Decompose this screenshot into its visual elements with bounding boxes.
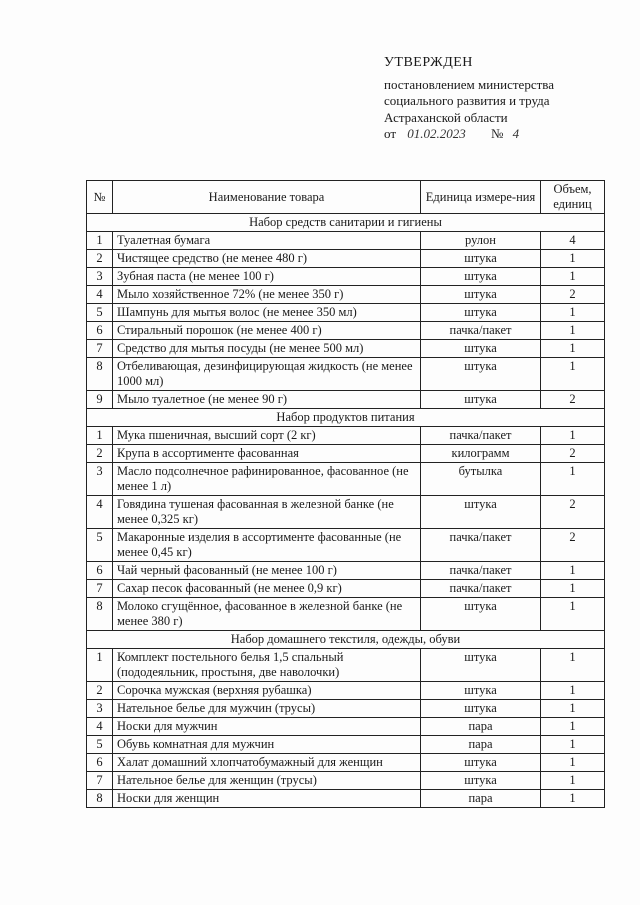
row-qty: 1: [541, 304, 605, 322]
table-row: [87, 445, 605, 463]
table-row: [87, 754, 605, 772]
row-unit: штука: [421, 250, 541, 268]
header-name: Наименование товара: [113, 181, 421, 214]
row-number: 5: [87, 736, 113, 754]
header-qty: Объем, единиц: [541, 181, 605, 214]
row-unit: пара: [421, 736, 541, 754]
row-qty: 2: [541, 445, 605, 463]
table-row: [87, 649, 605, 682]
row-unit: пачка/пакет: [421, 580, 541, 598]
row-unit: пачка/пакет: [421, 427, 541, 445]
row-name: Стиральный порошок (не менее 400 г): [113, 322, 421, 340]
number-prefix: №: [491, 126, 504, 141]
table-row: [87, 250, 605, 268]
row-number: 9: [87, 391, 113, 409]
row-qty: 1: [541, 700, 605, 718]
goods-table: [86, 180, 605, 808]
table-row: [87, 700, 605, 718]
table-row: [87, 391, 605, 409]
row-qty: 1: [541, 322, 605, 340]
table-body: [87, 214, 605, 808]
row-number: 8: [87, 358, 113, 391]
row-name: Чай черный фасованный (не менее 100 г): [113, 562, 421, 580]
row-unit: пачка/пакет: [421, 322, 541, 340]
row-unit: пара: [421, 790, 541, 808]
section-title: Набор домашнего текстиля, одежды, обуви: [87, 631, 605, 649]
row-number: 7: [87, 580, 113, 598]
table-row: [87, 340, 605, 358]
row-number: 7: [87, 340, 113, 358]
row-qty: 2: [541, 529, 605, 562]
approval-number: 4: [512, 126, 520, 141]
header-num: №: [87, 181, 113, 214]
row-unit: штука: [421, 682, 541, 700]
row-number: 2: [87, 682, 113, 700]
row-qty: 1: [541, 736, 605, 754]
row-name: Обувь комнатная для мужчин: [113, 736, 421, 754]
row-unit: штука: [421, 268, 541, 286]
row-name: Нательное белье для мужчин (трусы): [113, 700, 421, 718]
row-unit: штука: [421, 358, 541, 391]
row-number: 6: [87, 562, 113, 580]
row-qty: 1: [541, 268, 605, 286]
row-unit: пачка/пакет: [421, 562, 541, 580]
row-qty: 1: [541, 790, 605, 808]
row-unit: килограмм: [421, 445, 541, 463]
row-unit: штука: [421, 754, 541, 772]
row-name: Зубная паста (не менее 100 г): [113, 268, 421, 286]
row-qty: 1: [541, 340, 605, 358]
row-unit: штука: [421, 391, 541, 409]
table-row: [87, 427, 605, 445]
row-name: Комплект постельного белья 1,5 спальный (пододеяльник, простыня, две наволочки): [113, 649, 421, 682]
row-name: Мыло туалетное (не менее 90 г): [113, 391, 421, 409]
section-title: Набор продуктов питания: [87, 409, 605, 427]
row-number: 6: [87, 322, 113, 340]
row-qty: 1: [541, 427, 605, 445]
row-name: Халат домашний хлопчатобумажный для женщин: [113, 754, 421, 772]
row-qty: 1: [541, 754, 605, 772]
table-row: [87, 304, 605, 322]
section-title: Набор средств санитарии и гигиены: [87, 214, 605, 232]
row-name: Отбеливающая, дезинфицирующая жидкость (не менее 1000 мл): [113, 358, 421, 391]
row-number: 7: [87, 772, 113, 790]
row-qty: 1: [541, 718, 605, 736]
row-qty: 2: [541, 286, 605, 304]
approval-title: УТВЕРЖДЕН: [384, 55, 473, 70]
row-qty: 1: [541, 358, 605, 391]
row-qty: 1: [541, 682, 605, 700]
table-row: [87, 232, 605, 250]
row-number: 8: [87, 598, 113, 631]
table-row: [87, 790, 605, 808]
row-unit: штука: [421, 649, 541, 682]
row-unit: штука: [421, 772, 541, 790]
row-qty: 1: [541, 772, 605, 790]
row-number: 1: [87, 232, 113, 250]
row-unit: штука: [421, 304, 541, 322]
row-name: Шампунь для мытья волос (не менее 350 мл): [113, 304, 421, 322]
approval-line-2: социального развития и труда: [384, 93, 550, 108]
approval-block: [384, 55, 624, 143]
row-name: Носки для женщин: [113, 790, 421, 808]
row-qty: 2: [541, 496, 605, 529]
row-qty: 1: [541, 463, 605, 496]
row-name: Макаронные изделия в ассортименте фасованные (не менее 0,45 кг): [113, 529, 421, 562]
approval-date-line: [384, 126, 624, 143]
row-number: 3: [87, 463, 113, 496]
row-name: Говядина тушеная фасованная в железной банке (не менее 0,325 кг): [113, 496, 421, 529]
table-row: [87, 736, 605, 754]
table-header-row: [87, 181, 605, 214]
table-row: [87, 718, 605, 736]
row-number: 8: [87, 790, 113, 808]
approval-line-3: Астраханской области: [384, 109, 508, 125]
row-name: Молоко сгущённое, фасованное в железной банке (не менее 380 г): [113, 598, 421, 631]
table-row: [87, 598, 605, 631]
row-unit: штука: [421, 286, 541, 304]
row-name: Туалетная бумага: [113, 232, 421, 250]
row-qty: 2: [541, 391, 605, 409]
row-name: Сорочка мужская (верхняя рубашка): [113, 682, 421, 700]
row-name: Масло подсолнечное рафинированное, фасованное (не менее 1 л): [113, 463, 421, 496]
table-row: [87, 682, 605, 700]
table-row: [87, 580, 605, 598]
row-number: 6: [87, 754, 113, 772]
row-name: Мука пшеничная, высший сорт (2 кг): [113, 427, 421, 445]
table-row: [87, 268, 605, 286]
row-qty: 1: [541, 598, 605, 631]
row-qty: 1: [541, 649, 605, 682]
row-qty: 1: [541, 562, 605, 580]
table-row: [87, 322, 605, 340]
row-number: 4: [87, 718, 113, 736]
table-row: [87, 496, 605, 529]
row-name: Сахар песок фасованный (не менее 0,9 кг): [113, 580, 421, 598]
row-unit: бутылка: [421, 463, 541, 496]
row-qty: 4: [541, 232, 605, 250]
row-number: 2: [87, 445, 113, 463]
row-unit: штука: [421, 496, 541, 529]
row-qty: 1: [541, 250, 605, 268]
approval-line-1: постановлением министерства: [384, 76, 555, 92]
row-number: 2: [87, 250, 113, 268]
table-row: [87, 286, 605, 304]
row-name: Мыло хозяйственное 72% (не менее 350 г): [113, 286, 421, 304]
table-row: [87, 529, 605, 562]
row-name: Крупа в ассортименте фасованная: [113, 445, 421, 463]
row-name: Средство для мытья посуды (не менее 500 мл): [113, 340, 421, 358]
section-row: [87, 409, 605, 427]
row-number: 1: [87, 649, 113, 682]
row-number: 3: [87, 700, 113, 718]
approval-date: 01.02.2023: [407, 126, 466, 141]
row-unit: штука: [421, 340, 541, 358]
row-unit: штука: [421, 700, 541, 718]
row-unit: пара: [421, 718, 541, 736]
row-unit: штука: [421, 598, 541, 631]
row-number: 5: [87, 304, 113, 322]
row-number: 4: [87, 286, 113, 304]
row-number: 4: [87, 496, 113, 529]
row-number: 5: [87, 529, 113, 562]
table-row: [87, 463, 605, 496]
header-unit: Единица измере-ния: [421, 181, 541, 214]
row-name: Чистящее средство (не менее 480 г): [113, 250, 421, 268]
row-number: 3: [87, 268, 113, 286]
row-qty: 1: [541, 580, 605, 598]
section-row: [87, 214, 605, 232]
row-name: Носки для мужчин: [113, 718, 421, 736]
date-prefix: от: [384, 126, 397, 141]
table-row: [87, 562, 605, 580]
row-unit: пачка/пакет: [421, 529, 541, 562]
row-number: 1: [87, 427, 113, 445]
row-unit: рулон: [421, 232, 541, 250]
section-row: [87, 631, 605, 649]
row-name: Нательное белье для женщин (трусы): [113, 772, 421, 790]
table-row: [87, 358, 605, 391]
table-row: [87, 772, 605, 790]
